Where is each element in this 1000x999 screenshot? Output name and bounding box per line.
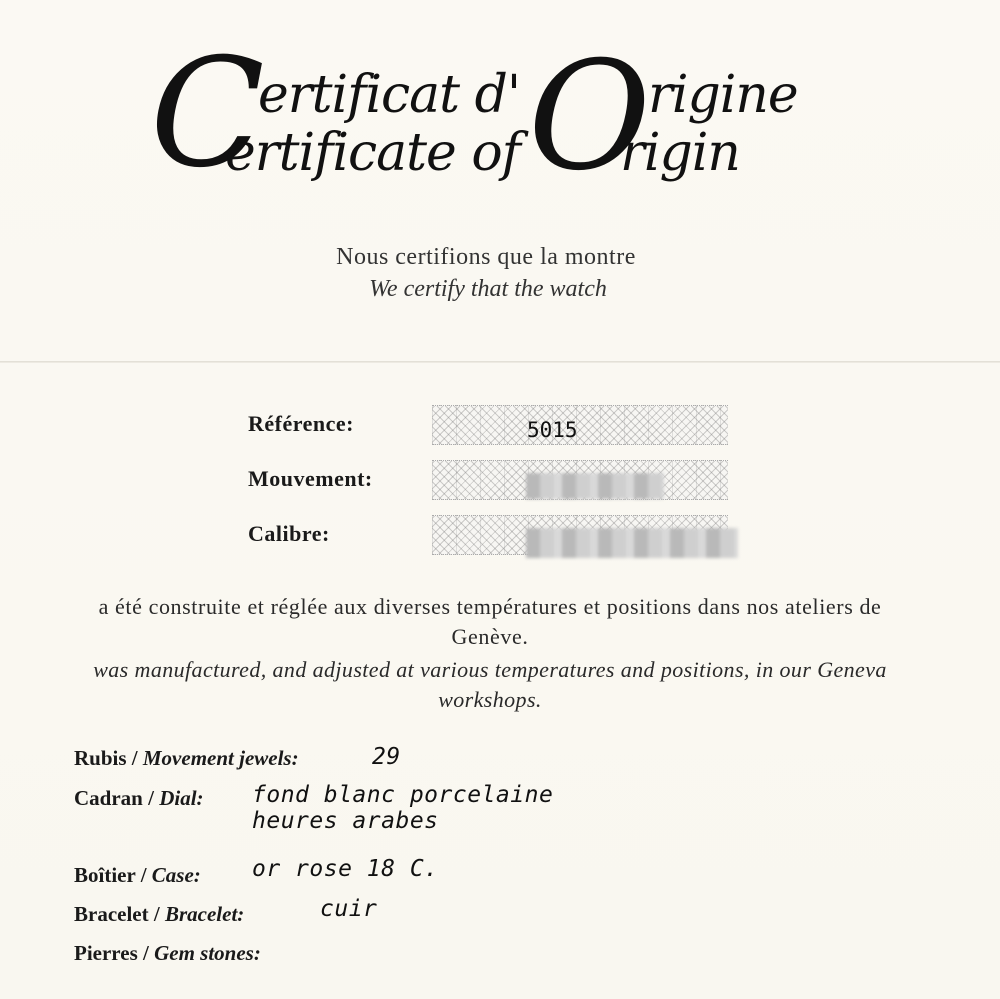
dial-separator: / bbox=[142, 786, 160, 810]
dial-label-fr: Cadran bbox=[74, 786, 143, 810]
certificate-title bbox=[150, 0, 850, 205]
bracelet-separator: / bbox=[148, 902, 165, 926]
bracelet-label bbox=[74, 902, 244, 927]
paper-fold-line bbox=[0, 361, 1000, 363]
movement-redacted-value bbox=[526, 473, 664, 499]
reference-label: Référence: bbox=[248, 411, 354, 436]
dial-value-line-1: fond blanc porcelaine bbox=[252, 782, 554, 808]
stones-label bbox=[74, 941, 261, 966]
title-capital-o: O bbox=[528, 30, 651, 204]
calibre-redacted-value bbox=[526, 528, 738, 558]
dial-label bbox=[74, 786, 204, 811]
stones-separator: / bbox=[137, 941, 155, 965]
jewels-separator: / bbox=[126, 746, 143, 770]
statement-french: a été construite et réglée aux diverses températures et positions dans nos ateliers de Genève. bbox=[98, 594, 882, 649]
case-label-en: Case: bbox=[151, 863, 201, 887]
bracelet-value: cuir bbox=[320, 896, 378, 922]
dial-value-line-2: heures arabes bbox=[252, 808, 439, 834]
title-english-part-1: ertificate of bbox=[225, 123, 520, 183]
intro-english: We certify that the watch bbox=[369, 276, 607, 302]
stones-label-fr: Pierres bbox=[74, 941, 138, 965]
dial-label-en: Dial: bbox=[159, 786, 204, 810]
jewels-label-en: Movement jewels: bbox=[142, 746, 299, 770]
title-english-part-2: rigin bbox=[620, 123, 740, 183]
stones-label-en: Gem stones: bbox=[154, 941, 261, 965]
title-capital-c: C bbox=[150, 27, 265, 201]
intro-french: Nous certifions que la montre bbox=[336, 244, 636, 270]
title-french-part-1: ertificat d' bbox=[258, 65, 521, 125]
reference-value: 5015 bbox=[527, 418, 578, 442]
jewels-value: 29 bbox=[372, 744, 401, 770]
case-separator: / bbox=[135, 863, 152, 887]
jewels-label bbox=[74, 746, 299, 771]
reference-guilloche-box bbox=[432, 405, 728, 445]
calibre-label: Calibre: bbox=[248, 521, 330, 546]
case-label-fr: Boîtier bbox=[74, 863, 136, 887]
movement-label: Mouvement: bbox=[248, 466, 373, 491]
statement-english: was manufactured, and adjusted at various temperatures and positions, in our Geneva workshops. bbox=[93, 657, 887, 712]
jewels-label-fr: Rubis bbox=[74, 746, 127, 770]
case-label bbox=[74, 863, 201, 888]
case-value: or rose 18 C. bbox=[252, 856, 439, 882]
bracelet-label-en: Bracelet: bbox=[164, 902, 245, 926]
title-french-part-2: rigine bbox=[648, 65, 798, 125]
bracelet-label-fr: Bracelet bbox=[74, 902, 149, 926]
